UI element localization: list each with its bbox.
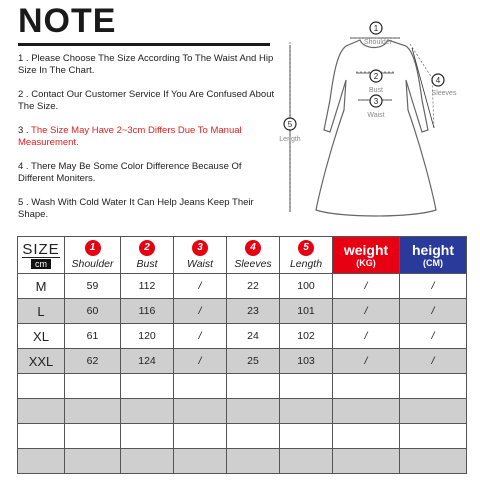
length-marker bbox=[279, 118, 301, 143]
length-header-label: Length bbox=[289, 258, 323, 270]
table-row-empty bbox=[18, 424, 467, 449]
table-row-empty bbox=[18, 399, 467, 424]
row-weight: / bbox=[333, 274, 400, 299]
table-row bbox=[18, 324, 467, 349]
row-sleeves: 22 bbox=[227, 274, 280, 299]
row-bust: 112 bbox=[121, 274, 174, 299]
note-3-number: 3 . bbox=[18, 125, 29, 136]
row-weight: / bbox=[333, 299, 400, 324]
note-5-text: Wash With Cold Water It Can Help Jeans Keep Their Shape. bbox=[18, 197, 254, 220]
row-weight: / bbox=[333, 324, 400, 349]
row-height: / bbox=[400, 274, 467, 299]
row-waist: / bbox=[174, 299, 227, 324]
sleeves-header bbox=[227, 237, 280, 274]
note-4 bbox=[18, 161, 278, 185]
shoulder-header bbox=[65, 237, 121, 274]
waist-header bbox=[174, 237, 227, 274]
note-1 bbox=[18, 53, 278, 77]
note-4-text: There May Be Some Color Difference Because Of Different Moniters. bbox=[18, 161, 242, 184]
waist-header-label: Waist bbox=[186, 258, 214, 270]
shoulder-header-label: Shoulder bbox=[71, 258, 114, 270]
waist-badge: 3 bbox=[192, 240, 208, 256]
size-unit-label: cm bbox=[31, 259, 51, 269]
table-row bbox=[18, 299, 467, 324]
table-row-empty bbox=[18, 449, 467, 474]
weight-header bbox=[333, 237, 400, 274]
size-header bbox=[18, 237, 65, 274]
note-1-number: 1 . bbox=[18, 53, 29, 64]
note-3 bbox=[18, 125, 278, 149]
row-waist: / bbox=[174, 324, 227, 349]
length-badge: 5 bbox=[298, 240, 314, 256]
row-shoulder: 62 bbox=[65, 349, 121, 374]
bust-header bbox=[121, 237, 174, 274]
height-header bbox=[400, 237, 467, 274]
row-height: / bbox=[400, 349, 467, 374]
table-row bbox=[18, 349, 467, 374]
sleeves-label: Sleeves bbox=[431, 90, 457, 97]
table-row bbox=[18, 274, 467, 299]
note-3-text: The Size May Have 2~3cm Differs Due To Manual Measurement. bbox=[18, 125, 242, 148]
note-5 bbox=[18, 197, 278, 221]
row-shoulder: 60 bbox=[65, 299, 121, 324]
shoulder-marker bbox=[364, 22, 393, 46]
note-2-number: 2 . bbox=[18, 89, 29, 100]
sleeves-marker bbox=[432, 74, 457, 97]
height-unit-label: (CM) bbox=[423, 258, 443, 268]
bust-number: 2 bbox=[373, 72, 379, 81]
shoulder-number: 1 bbox=[373, 24, 379, 33]
row-length: 101 bbox=[280, 299, 333, 324]
weight-unit-label: (KG) bbox=[356, 258, 376, 268]
row-shoulder: 59 bbox=[65, 274, 121, 299]
row-length: 102 bbox=[280, 324, 333, 349]
row-height: / bbox=[400, 324, 467, 349]
row-bust: 120 bbox=[121, 324, 174, 349]
shoulder-label: Shoulder bbox=[363, 39, 393, 46]
waist-label: Waist bbox=[367, 112, 385, 119]
bust-label: Bust bbox=[368, 87, 384, 94]
sleeves-header-label: Sleeves bbox=[234, 258, 272, 270]
row-waist: / bbox=[174, 349, 227, 374]
dress-measurement-diagram bbox=[272, 0, 480, 225]
length-header bbox=[280, 237, 333, 274]
row-length: 100 bbox=[280, 274, 333, 299]
bust-marker bbox=[369, 70, 383, 94]
size-header-label: SIZE bbox=[22, 240, 60, 258]
row-sleeves: 25 bbox=[227, 349, 280, 374]
note-2 bbox=[18, 89, 278, 113]
note-4-number: 4 . bbox=[18, 161, 29, 172]
notes-list bbox=[18, 53, 278, 233]
note-2-text: Contact Our Customer Service If You Are Confused About The Size. bbox=[18, 89, 275, 112]
size-chart-table bbox=[17, 236, 467, 474]
weight-header-label: weight bbox=[343, 242, 389, 258]
page-title: NOTE bbox=[18, 2, 117, 40]
table-header-row bbox=[18, 237, 467, 274]
row-bust: 124 bbox=[121, 349, 174, 374]
table-row-empty bbox=[18, 374, 467, 399]
row-weight: / bbox=[333, 349, 400, 374]
shoulder-badge: 1 bbox=[85, 240, 101, 256]
waist-marker bbox=[367, 95, 384, 119]
row-bust: 116 bbox=[121, 299, 174, 324]
sleeves-badge: 4 bbox=[245, 240, 261, 256]
sleeves-number: 4 bbox=[435, 76, 441, 85]
length-number: 5 bbox=[287, 120, 293, 129]
row-size: M bbox=[18, 274, 65, 299]
waist-number: 3 bbox=[373, 97, 379, 106]
row-size: XL bbox=[18, 324, 65, 349]
row-length: 103 bbox=[280, 349, 333, 374]
dress-outline-icon bbox=[316, 40, 436, 216]
note-5-number: 5 . bbox=[18, 197, 29, 208]
row-size: XXL bbox=[18, 349, 65, 374]
row-sleeves: 24 bbox=[227, 324, 280, 349]
row-size: L bbox=[18, 299, 65, 324]
bust-badge: 2 bbox=[139, 240, 155, 256]
row-sleeves: 23 bbox=[227, 299, 280, 324]
title-divider bbox=[18, 43, 270, 46]
row-shoulder: 61 bbox=[65, 324, 121, 349]
note-1-text: Please Choose The Size According To The Waist And Hip Size In The Chart. bbox=[18, 53, 274, 76]
height-header-label: height bbox=[412, 242, 454, 258]
bust-header-label: Bust bbox=[136, 258, 158, 270]
row-height: / bbox=[400, 299, 467, 324]
length-label: Length bbox=[279, 136, 301, 143]
row-waist: / bbox=[174, 274, 227, 299]
